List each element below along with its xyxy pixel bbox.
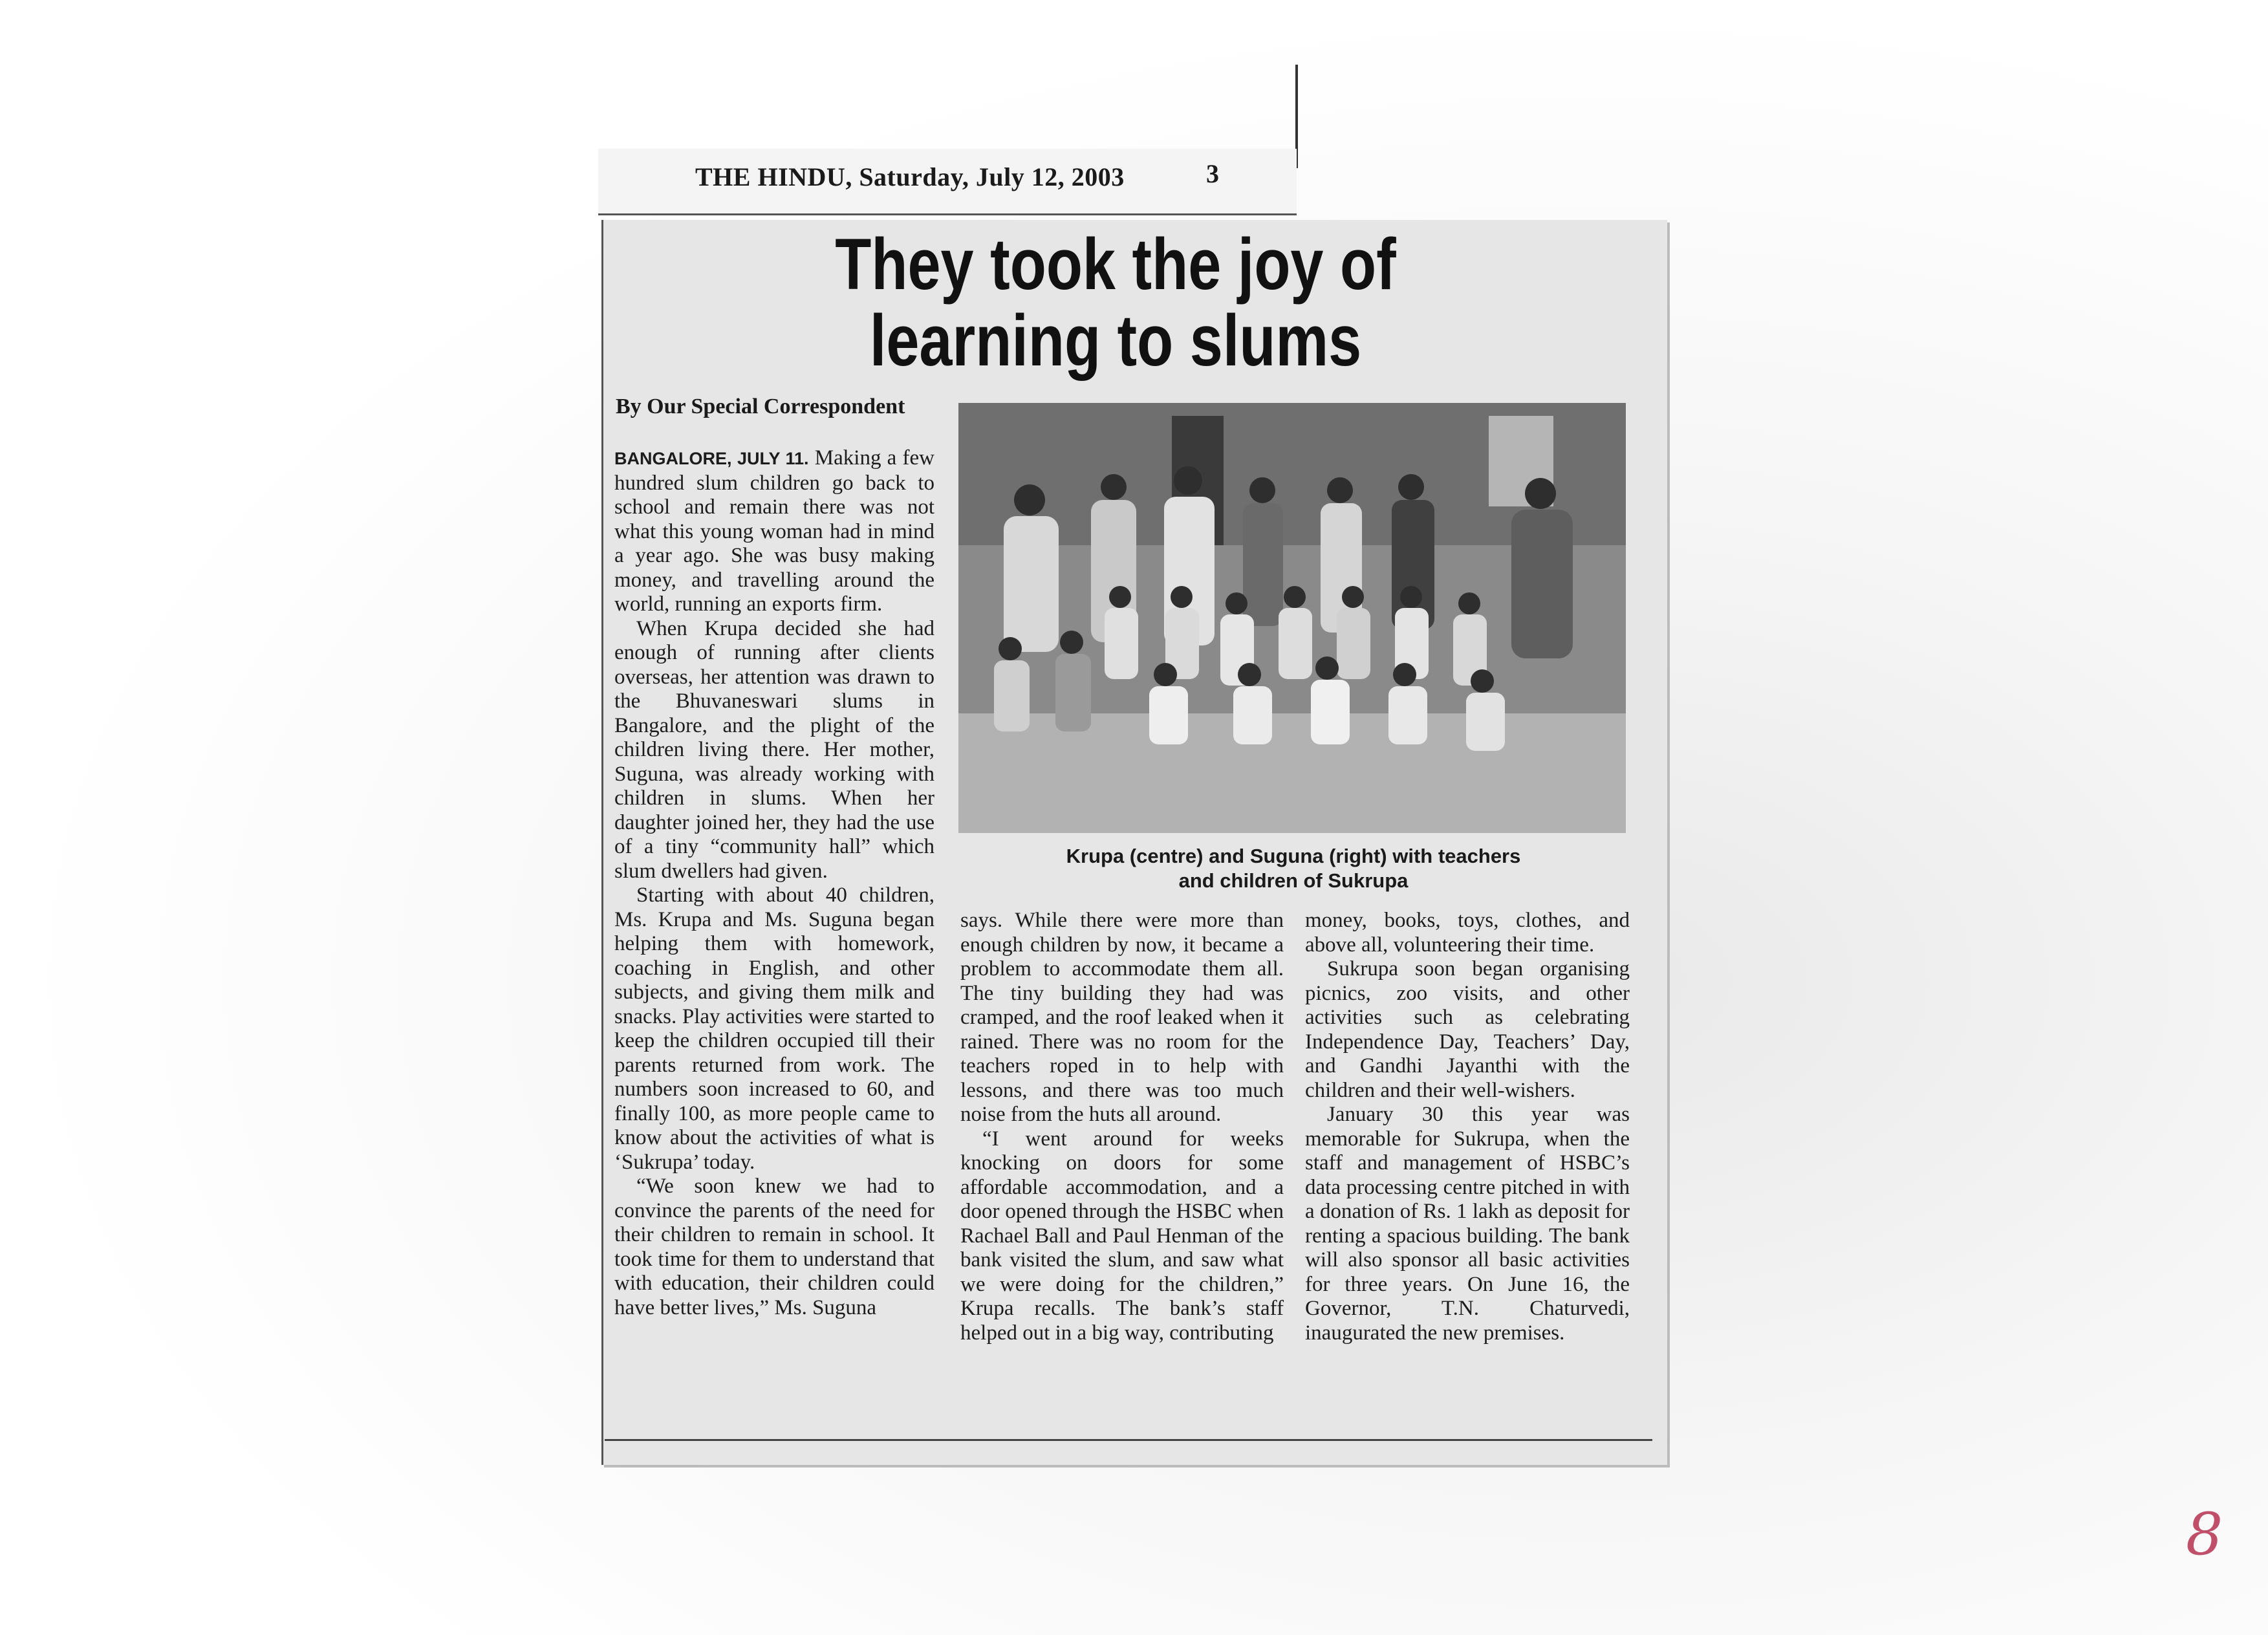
bottom-rule <box>605 1439 1652 1441</box>
group-photo-illustration <box>958 403 1626 833</box>
newspaper-header <box>598 149 1297 215</box>
paragraph: “We soon knew we had to convince the parents of the need for their children to remain in school. It took time for them to understand that with education, their children could have better lives,” Ms. Suguna <box>614 1175 934 1319</box>
dateline: BANGALORE, JULY 11. <box>614 449 809 468</box>
page-number: 3 <box>1206 159 1219 188</box>
caption-line-1: Krupa (centre) and Suguna (right) with teachers <box>1066 845 1521 867</box>
photo-caption <box>964 844 1623 893</box>
article-photo <box>958 403 1626 833</box>
paragraph: January 30 this year was memorable for Sukrupa, when the staff and management of HSBC’s data processing centre pitched in with a donation of Rs. 1 lakh as deposit for renting a spacious building. The bank will also sponsor all basic activities for three years. On June 16, the Governor, T.N. Chaturvedi, inaugurated the new premises. <box>1305 1103 1630 1345</box>
paragraph: money, books, toys, clothes, and above all, volunteering their time. <box>1305 909 1630 957</box>
article-column-1 <box>614 446 934 1320</box>
paragraph <box>614 446 934 617</box>
paragraph: Sukrupa soon began organising picnics, zoo visits, and other activities such as celebrating Independence Day, Teachers’ Day, and Gandhi Jayanthi with the children and their well-wishers. <box>1305 957 1630 1102</box>
article-column-3 <box>1305 909 1630 1345</box>
masthead: THE HINDU, Saturday, July 12, 2003 <box>695 162 1125 191</box>
article-headline <box>731 226 1500 379</box>
headline-line-1: They took the joy of <box>835 224 1396 305</box>
article-column-2 <box>960 909 1284 1345</box>
paragraph: says. While there were more than enough children by now, it became a problem to accommodate them all. The tiny building they had was cramped, and the roof leaked when it rained. There was no room for the teachers roped in to help with lessons, and there was too much noise from the huts all around. <box>960 909 1284 1126</box>
handwritten-page-marker: 8 <box>2186 1500 2223 1568</box>
paragraph-text: Making a few hundred slum children go back to school and remain there was not what this young woman had in mind a year ago. She was busy making money, and travelling around the world, running an exports firm. <box>614 446 934 616</box>
paragraph: Starting with about 40 children, Ms. Krupa and Ms. Suguna began helping them with homework, coaching in English, and other subjects, and giving them milk and snacks. Play activities were started to keep the children occupied till their parents returned from work. The numbers soon increased to 60, and finally 100, as more people came to know about the activities of what is ‘Sukrupa’ today. <box>614 883 934 1174</box>
paragraph: When Krupa decided she had enough of running after clients overseas, her attention was drawn to the Bhuvaneswari slums in Bangalore, and the plight of the children living there. Her mother, Suguna, was already working with children in slums. When her daughter joined her, they had the use of a tiny “community hall” which slum dwellers had given. <box>614 616 934 883</box>
paragraph: “I went around for weeks knocking on doors for some affordable accommodation, and a door opened through the HSBC when Rachael Ball and Paul Henman of the bank visited the slum, and saw what we were doing for the children,” Krupa recalls. The bank’s staff helped out in a big way, contributing <box>960 1127 1284 1345</box>
headline-line-2: learning to slums <box>869 300 1362 381</box>
byline: By Our Special Correspondent <box>616 395 905 418</box>
caption-line-2: and children of Sukrupa <box>1178 869 1409 892</box>
